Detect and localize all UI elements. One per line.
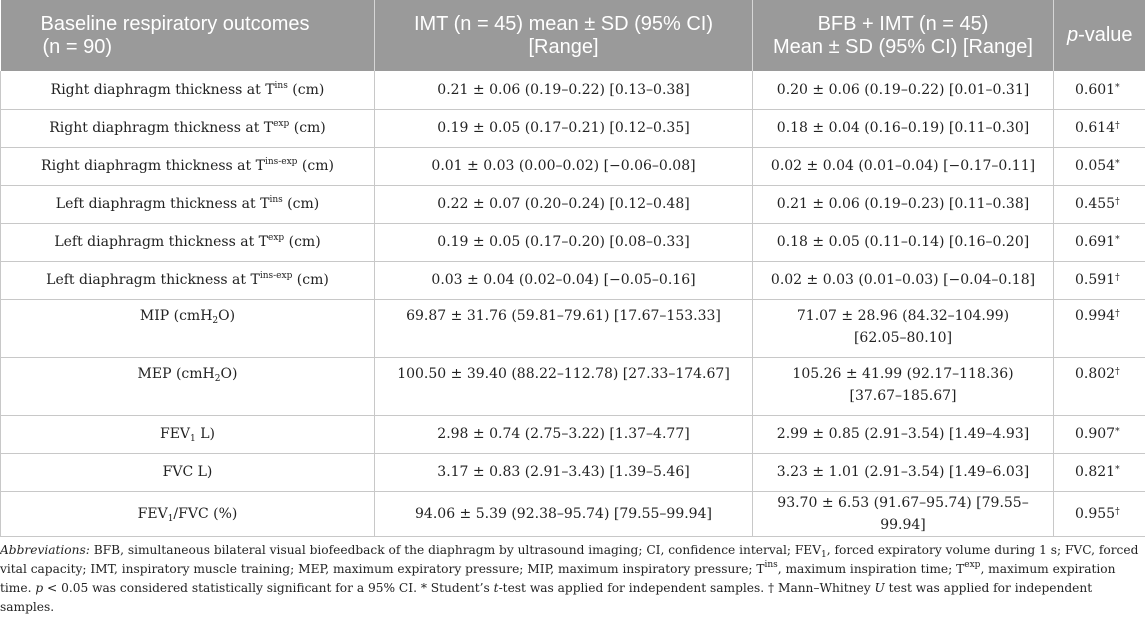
- bfb-imt-value: 2.99 ± 0.85 (2.91–3.54) [1.49–4.93]: [753, 415, 1054, 453]
- bfb-imt-value: 71.07 ± 28.96 (84.32–104.99) [62.05–80.10]: [753, 299, 1054, 357]
- p-value: 0.691*: [1054, 223, 1145, 261]
- bfb-imt-value: 0.02 ± 0.04 (0.01–0.04) [−0.17–0.11]: [753, 147, 1054, 185]
- table-row: [1, 261, 1145, 299]
- p-value: 0.591†: [1054, 261, 1145, 299]
- header-imt: IMT (n = 45) mean ± SD (95% CI) [Range]: [375, 0, 753, 71]
- table-row: [1, 109, 1145, 147]
- imt-value: 0.19 ± 0.05 (0.17–0.21) [0.12–0.35]: [375, 109, 753, 147]
- imt-value: 0.21 ± 0.06 (0.19–0.22) [0.13–0.38]: [375, 71, 753, 109]
- p-value: 0.802†: [1054, 357, 1145, 415]
- p-value: 0.955†: [1054, 491, 1145, 536]
- outcome-label: Left diaphragm thickness at $T^{ins}$ (cm): [1, 185, 375, 223]
- p-value: 0.614†: [1054, 109, 1145, 147]
- p-value: 0.054*: [1054, 147, 1145, 185]
- table-row: [1, 491, 1145, 536]
- header-outcomes: Baseline respiratory outcomes (n = 90): [1, 0, 375, 71]
- outcome-label: FVC L): [1, 453, 375, 491]
- bfb-imt-value: 0.02 ± 0.03 (0.01–0.03) [−0.04–0.18]: [753, 261, 1054, 299]
- bfb-imt-value: 105.26 ± 41.99 (92.17–118.36) [37.67–185.67]: [753, 357, 1054, 415]
- outcome-label: $FEV_1$ L): [1, 415, 375, 453]
- outcome-label: Left diaphragm thickness at $T^{exp}$ (cm): [1, 223, 375, 261]
- p-value: 0.994†: [1054, 299, 1145, 357]
- table-row: [1, 147, 1145, 185]
- imt-value: 0.19 ± 0.05 (0.17–0.20) [0.08–0.33]: [375, 223, 753, 261]
- imt-value: 0.22 ± 0.07 (0.20–0.24) [0.12–0.48]: [375, 185, 753, 223]
- bfb-imt-value: 0.18 ± 0.05 (0.11–0.14) [0.16–0.20]: [753, 223, 1054, 261]
- p-value: 0.907*: [1054, 415, 1145, 453]
- p-value: 0.821*: [1054, 453, 1145, 491]
- imt-value: 0.01 ± 0.03 (0.00–0.02) [−0.06–0.08]: [375, 147, 753, 185]
- table-header: [1, 0, 1145, 71]
- imt-value: 2.98 ± 0.74 (2.75–3.22) [1.37–4.77]: [375, 415, 753, 453]
- p-value: 0.455†: [1054, 185, 1145, 223]
- table-row: [1, 185, 1145, 223]
- p-value: 0.601*: [1054, 71, 1145, 109]
- table-row: [1, 357, 1145, 415]
- outcome-label: MEP (cmH$_2$O): [1, 357, 375, 415]
- table-footnote: Abbreviations: BFB, simultaneous bilateral visual biofeedback of the diaphragm by ultrasound imaging; CI, confidence interval; $FEV_1$, forced expiratory volume during 1 s; FVC, forced vital capacity; IMT, inspiratory muscle training; MEP, maximum expiratory pressure; MIP, maximum inspiratory pressure; $T^{ins}$, maximum inspiration time; $T^{exp}$, maximum expiration time. p < 0.05 was considered statistically significant for a 95% CI. * Student’s t-test was applied for independent samples. † Mann–Whitney U test was applied for independent samples.: [0, 541, 1145, 617]
- outcome-label: Right diaphragm thickness at $T^{exp}$ (cm): [1, 109, 375, 147]
- table-row: [1, 415, 1145, 453]
- outcome-label: Right diaphragm thickness at $T^{ins}$ (cm): [1, 71, 375, 109]
- table-row: [1, 299, 1145, 357]
- imt-value: 100.50 ± 39.40 (88.22–112.78) [27.33–174.67]: [375, 357, 753, 415]
- outcome-label: MIP (cmH$_2$O): [1, 299, 375, 357]
- bfb-imt-value: 0.18 ± 0.04 (0.16–0.19) [0.11–0.30]: [753, 109, 1054, 147]
- imt-value: 3.17 ± 0.83 (2.91–3.43) [1.39–5.46]: [375, 453, 753, 491]
- imt-value: 0.03 ± 0.04 (0.02–0.04) [−0.05–0.16]: [375, 261, 753, 299]
- bfb-imt-value: 3.23 ± 1.01 (2.91–3.54) [1.49–6.03]: [753, 453, 1054, 491]
- imt-value: 94.06 ± 5.39 (92.38–95.74) [79.55–99.94]: [375, 491, 753, 536]
- outcome-label: Right diaphragm thickness at $T^{ins-exp}$ (cm): [1, 147, 375, 185]
- bfb-imt-value: 93.70 ± 6.53 (91.67–95.74) [79.55–99.94]: [753, 491, 1054, 536]
- table-body: [1, 71, 1145, 536]
- outcome-label: Left diaphragm thickness at $T^{ins-exp}$ (cm): [1, 261, 375, 299]
- imt-value: 69.87 ± 31.76 (59.81–79.61) [17.67–153.33]: [375, 299, 753, 357]
- bfb-imt-value: 0.20 ± 0.06 (0.19–0.22) [0.01–0.31]: [753, 71, 1054, 109]
- bfb-imt-value: 0.21 ± 0.06 (0.19–0.23) [0.11–0.38]: [753, 185, 1054, 223]
- header-p-value: p-value: [1054, 0, 1145, 71]
- table-row: [1, 223, 1145, 261]
- header-bfb-imt: BFB + IMT (n = 45) Mean ± SD (95% CI) [Range]: [753, 0, 1054, 71]
- table-row: [1, 71, 1145, 109]
- outcome-label: $FEV_1$/FVC (%): [1, 491, 375, 536]
- table-row: [1, 453, 1145, 491]
